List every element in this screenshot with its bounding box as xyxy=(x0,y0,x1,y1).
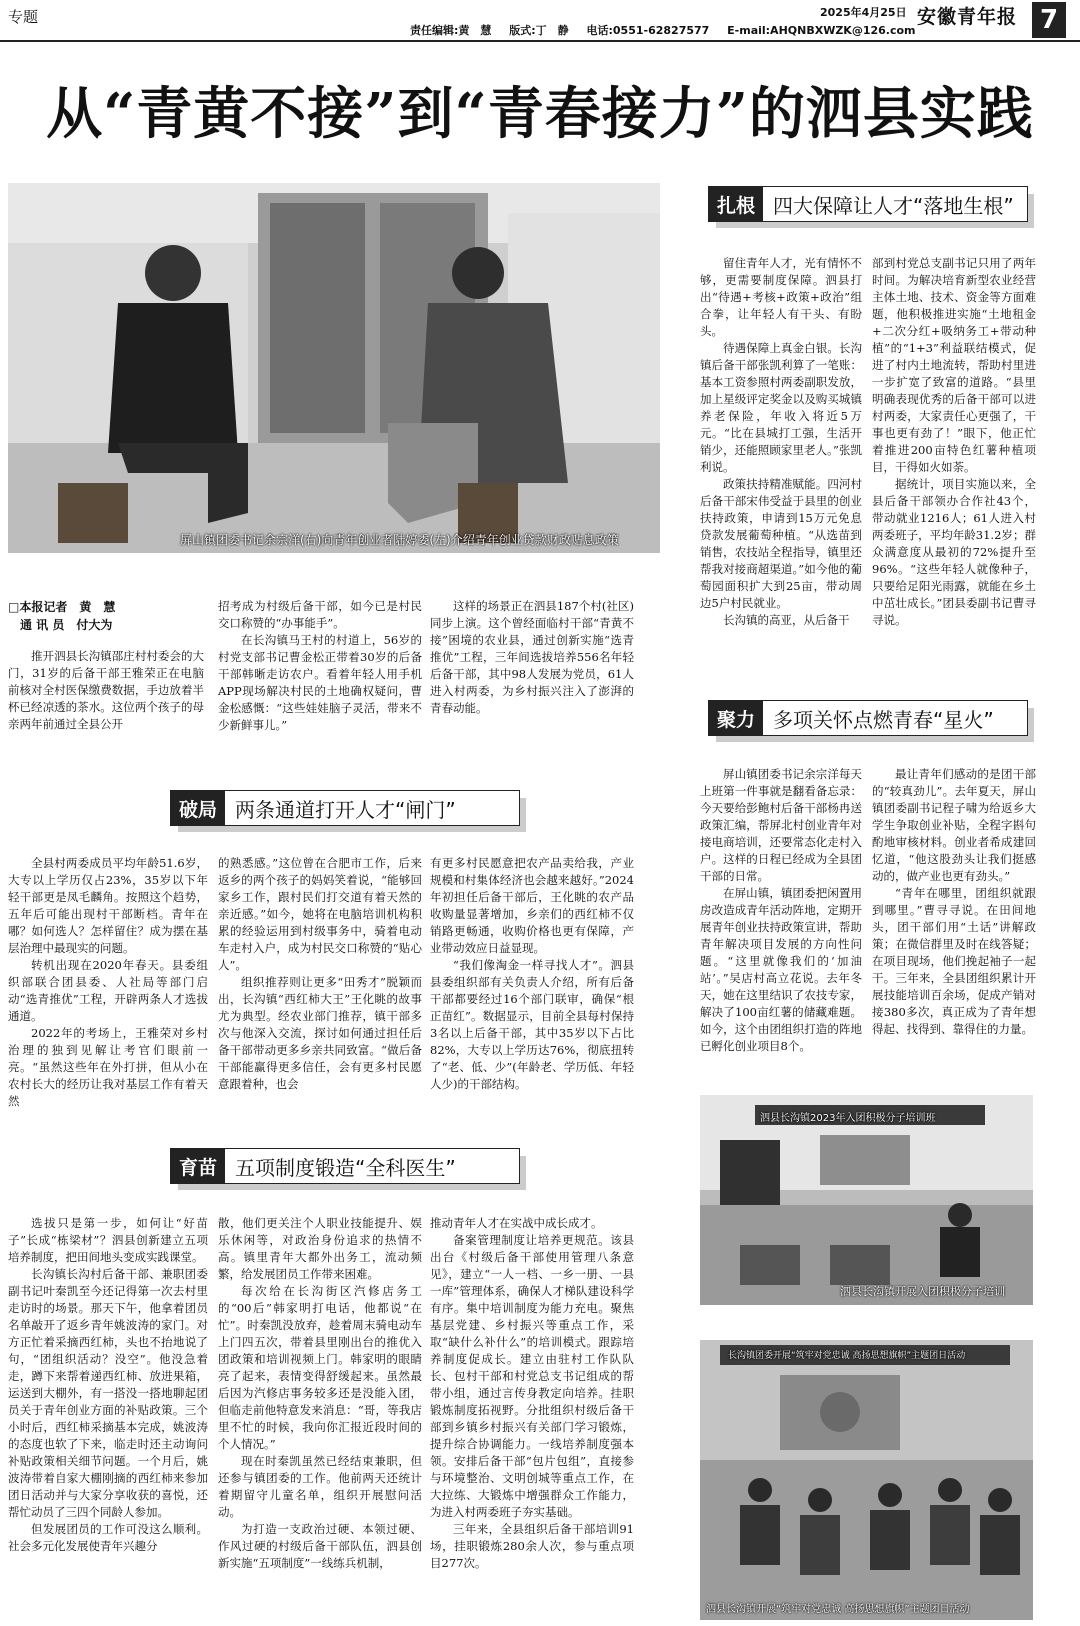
section-heading-juli xyxy=(708,700,1028,736)
main-photo-caption: 屏山镇团委书记余宗洋(右)向青年创业者陆婷委(左)介绍青年创业贷款财政贴息政策 xyxy=(180,533,619,547)
intro-col-2 xyxy=(218,598,422,738)
intro-col-3 xyxy=(430,598,634,738)
yumiao-col-1 xyxy=(8,1215,208,1620)
juli-para-2b: “青年在哪里，团组织就跟到哪里。”曹寻寻说。在田间地头，团干部们用“土话”讲解政策；在微信群里及时在线答疑；在项目现场，他们挽起袖子一起干。三年来，全县团组织累计开展技能培训百余场，促成产销对接380多次，真正成为了青年想得起、找得到、靠得住的力量。 xyxy=(872,886,1036,1036)
yumiao-col-3 xyxy=(430,1215,634,1620)
main-photo xyxy=(8,183,660,553)
training-photo-illustration xyxy=(700,1095,1033,1305)
layout-name: 版式:丁 静 xyxy=(509,24,569,37)
section-title-zhagen: 四大保障让人才“落地生根” xyxy=(773,193,1014,218)
section-heading-yumiao xyxy=(170,1148,520,1184)
zhagen-col-2 xyxy=(872,255,1036,635)
section-tag-zhagen: 扎根 xyxy=(709,187,763,221)
training-photo-caption: 泗县长沟镇开展入团积极分子培训 xyxy=(840,1285,1005,1298)
league-day-photo-illustration xyxy=(700,1340,1033,1620)
yumiao-para-1c: 但发展团员的工作可没这么顺利。社会多元化发展使青年兴趣分 xyxy=(8,1522,208,1553)
pojv-para-3b: “我们像淘金一样寻找人才”。泗县县委组织部有关负责人介绍，所有后备干部都要经过16个部门联审，确保“根正苗红”。数据显示，目前全县每村保持3名以上后备干部，其中35岁以下占比82%，大专以上学历达76%，彻底扭转了“老、低、少”(年龄老、学历低、年轻人少)的干部结构。 xyxy=(430,958,634,1091)
pojv-para-3a: 有更多村民愿意把农产品卖给我，产业规模和村集体经济也会越来越好。”2024年初担任后备干部后，王化眺的农产品收购量显著增加，乡亲们的西红柿不仅销路更畅通，收购价格也更有保障，产业带动效应日益显现。 xyxy=(430,856,634,955)
issue-date: 2025年4月25日 xyxy=(820,6,907,19)
juli-para-1a: 屏山镇团委书记余宗洋每天上班第一件事就是翻看备忘录：今天要给彭鲍村后备干部杨冉送政策汇编，帮屏北村创业青年对接电商培训，还要常态化走村入户。这样的日程已经成为全县团干部的日常。 xyxy=(700,767,862,883)
intro-para-1: 推开泗县长沟镇邵庄村村委会的大门，31岁的后备干部王雅荣正在电脑前核对全村医保缴费数据，手边放着半杯已经凉透的茶水。这位两个孩子的母亲两年前通过全县公开 xyxy=(8,649,204,731)
headline: 从“青黄不接”到“青春接力”的泗县实践 xyxy=(46,81,1034,147)
section-tag-pojv: 破局 xyxy=(171,791,225,825)
yumiao-para-2a: 散，他们更关注个人职业技能提升、娱乐休闲等，对政治身份追求的热情不高。镇里青年大都外出务工，流动频繁，给发展团员工作带来困难。 xyxy=(218,1216,422,1281)
zhagen-para-1b: 待遇保障上真金白银。长沟镇后备干部张凯利算了一笔账：基本工资参照村两委副职发放，加上星级评定奖金以及购买城镇养老保险，年收入将近5万元。“比在县城打工强，生活开销少，还能照顾家里老人。”张凯利说。 xyxy=(700,341,862,474)
pojv-para-1b: 转机出现在2020年春天。县委组织部联合团县委、人社局等部门启动“选青推优”工程，开辟两条人才选拔通道。 xyxy=(8,958,208,1023)
main-photo-illustration xyxy=(8,183,660,553)
paper-name: 安徽青年报 xyxy=(917,6,1018,28)
byline-reporter: □本报记者 黄 慧 xyxy=(8,600,116,614)
phone: 电话:0551-62827577 xyxy=(586,24,710,37)
byline-correspondent: 通 讯 员 付大为 xyxy=(8,618,113,632)
pojv-col-3 xyxy=(430,855,634,1125)
byline xyxy=(8,598,115,634)
yumiao-para-2b: 每次给在长沟街区汽修店务工的“00后”韩家明打电话，他都说“在忙”。时秦凯没放弃，趁着周末骑电动车上门四五次，带着县里刚出台的推优入团政策和培训视频上门。韩家明的眼睛亮了起来，表情变得舒缓起来。虽然最后因为汽修店事务较多还是没能入团，但临走前他特意发来消息：“哥，等我店里不忙的时候，我向你汇报近段时间的个人情况。” xyxy=(218,1284,422,1451)
training-photo-banner: 泗县长沟镇2023年入团积极分子培训班 xyxy=(760,1113,936,1124)
zhagen-col-1 xyxy=(700,255,862,635)
intro-col-1 xyxy=(8,648,204,738)
pojv-col-2 xyxy=(218,855,422,1125)
editor-info xyxy=(410,22,930,38)
league-day-photo-caption: 泗县长沟镇开展“筑牢对党忠诚 高扬思想旗帜”主题团日活动 xyxy=(706,1604,970,1615)
yumiao-col-2 xyxy=(218,1215,422,1620)
yumiao-para-1b: 长沟镇长沟村后备干部、兼职团委副书记叶秦凯至今还记得第一次去村里走访时的场景。那天下午，他拿着团员名单敲开了返乡青年姚波涛的家门。对方正忙着采摘西红柿，头也不抬地说了句，“团组织活动？没空”。他没急着走，蹲下来帮着递西红柿、放进果箱，运送到大棚外，有一搭没一搭地聊起团员关于青年创业方面的补贴政策。三个小时后，西红柿采摘基本完成，姚波涛的态度也软了下来，临走时还主动询问补贴政策相关细节问题。一个月后，姚波涛带着自家大棚刚摘的西红柿来参加团日活动并与大家分享收获的喜悦，还帮忙动员了三四个同龄人参加。 xyxy=(8,1267,208,1519)
section-title-pojv: 两条通道打开人才“闸门” xyxy=(235,797,456,822)
intro-para-2b: 在长沟镇马王村的村道上，56岁的村党支部书记曹金松正带着30岁的后备干部韩晰走访农户。看着年轻人用手机APP现场解决村民的土地确权疑问，曹金松感慨：“这些娃娃脑子灵活，带来不少新鲜事儿。” xyxy=(218,633,422,732)
yumiao-para-2d: 为打造一支政治过硬、本领过硬、作风过硬的村级后备干部队伍，泗县创新实施“五项制度”一线练兵机制， xyxy=(218,1522,422,1570)
league-day-photo-banner: 长沟镇团委开展“筑牢对党忠诚 高扬思想旗帜”主题团日活动 xyxy=(728,1351,966,1361)
intro-para-2a: 招考成为村级后备干部，如今已是村民交口称赞的“办事能手”。 xyxy=(218,599,422,630)
section-title-juli: 多项关怀点燃青春“星火” xyxy=(773,707,994,732)
page-number: 7 xyxy=(1032,2,1066,38)
yumiao-para-2c: 现在时秦凯虽然已经结束兼职，但还参与镇团委的工作。他前两天还统计着期留守儿童名单，组织开展慰问活动。 xyxy=(218,1454,422,1519)
training-photo xyxy=(700,1095,1033,1305)
yumiao-para-3b: 备案管理制度让培养更规范。该县出台《村级后备干部使用管理八条意见》，建立“一人一档、一乡一册、一县一库”管理体系，确保人才梯队建设科学有序。集中培训制度为能力充电。聚焦基层党建、乡村振兴等重点工作，采取“缺什么补什么”的培训模式。跟踪培养制度促成长。建立由驻村工作队队长、包村干部和村党总支书记组成的帮带小组，通过言传身教定向培养。挂职锻炼制度拓视野。分批组织村级后备干部到乡镇乡村振兴有关部门学习锻炼，提升综合协调能力。一线培养制度强本领。安排后备干部“包片包组”，直接参与环境整治、文明创城等重点工作，在大拉练、大锻炼中增强群众工作能力，为进入村两委班子夯实基础。 xyxy=(430,1233,634,1519)
editor-name: 责任编辑:黄 慧 xyxy=(410,24,492,37)
section-heading-zhagen xyxy=(708,186,1028,222)
zhagen-para-1d: 长沟镇的高亚，从后备干 xyxy=(723,613,850,627)
yumiao-para-3c: 三年来，全县组织后备干部培训91场，挂职锻炼280余人次，参与重点项目277次。 xyxy=(430,1522,634,1570)
zhagen-para-1a: 留住青年人才，光有情怀不够，更需要制度保障。泗县打出“待遇+考核+政策+政治”组合拳，让年轻人有干头、有盼头。 xyxy=(700,256,862,338)
section-title-yumiao: 五项制度锻造“全科医生” xyxy=(235,1155,456,1180)
email: E-mail:AHQNBXWZK@126.com xyxy=(727,24,916,37)
juli-para-1b: 在屏山镇，镇团委把闲置用房改造成青年活动阵地，定期开展青年创业扶持政策宣讲，帮助青年解决项目发展的方向性问题。“这里就像我们的‘加油站’。”吴店村高立花说。去年冬天，她在这里结识了农技专家，解决了100亩红薯的储藏难题。如今，这个由团组织打造的阵地已孵化创业项目8个。 xyxy=(700,886,862,1053)
intro-para-3: 这样的场景正在泗县187个村(社区)同步上演。这个曾经面临村干部“青黄不接”困境的农业县，通过创新实施“选青推优”工程，三年间选拔培养556名年轻后备干部，其中98人发展为党员，61人进入村两委，为乡村振兴注入了澎湃的青春动能。 xyxy=(430,599,634,715)
juli-col-1 xyxy=(700,766,862,1066)
header-rule xyxy=(0,40,1080,42)
zhagen-para-1c: 政策扶持精准赋能。四河村后备干部宋伟受益于县里的创业扶持政策，申请到15万元免息贷款发展葡萄种植。“从选苗到销售，农技站全程指导，镇里还帮我对接商超渠道。”如今他的葡萄园面积扩大到25亩，带动周边5户村民就业。 xyxy=(700,477,862,610)
pojv-para-2a: 的熟悉感。”这位曾在合肥市工作，后来返乡的两个孩子的妈妈笑着说，“能够回家乡工作，跟村民们打交道有着天然的亲近感。”如今，她将在电脑培训机构积累的经验运用到村级事务中，骑着电动车走村入户，成为村民交口称赞的“贴心人”。 xyxy=(218,856,422,972)
zhagen-para-2a: 部到村党总支副书记只用了两年时间。为解决培育新型农业经营主体土地、技术、资金等方面难题，他积极推进实施“土地租金+二次分红+吸纳务工+带动种植”的“1+3”利益联结模式，促进了村内土地流转，帮助村里进一步扩宽了致富的道路。“县里明确表现优秀的后备干部可以进村两委，大家责任心更强了，干事也更有劲了！”眼下，他正忙着推进200亩特色红薯种植项目，干得如火如荼。 xyxy=(872,256,1036,474)
yumiao-para-3a: 推动青年人才在实战中成长成才。 xyxy=(430,1216,603,1230)
juli-col-2 xyxy=(872,766,1036,1066)
yumiao-para-1a: 选拔只是第一步，如何让“好苗子”长成“栋梁材”？泗县创新建立五项培养制度，把田间地头变成实践课堂。 xyxy=(8,1216,208,1264)
pojv-para-2b: 组织推荐则让更多“田秀才”脱颖而出，长沟镇“西红柿大王”王化眺的故事尤为典型。经农业部门推荐，镇干部多次与他深入交流，探讨如何通过担任后备干部带动更多乡亲共同致富。“做后备干部能赢得更多信任，会有更多村民愿意跟着种，也会 xyxy=(218,975,422,1091)
section-tag-juli: 聚力 xyxy=(709,701,763,735)
pojv-para-1a: 全县村两委成员平均年龄51.6岁，大专以上学历仅占23%，35岁以下年轻干部更是凤毛麟角。按照这个趋势，五年后可能出现村干部断档。青年在哪？如何选人？怎样留住？成为摆在基层治理中最现实的问题。 xyxy=(8,856,208,955)
pojv-col-1 xyxy=(8,855,208,1125)
juli-para-2a: 最让青年们感动的是团干部的“较真劲儿”。去年夏天，屏山镇团委副书记程子啸为给返乡大学生争取创业补贴，全程字斟句酌地审核材料。创业者希成建回忆道，“他这股劲头让我们挺感动的，做产业也更有劲头。” xyxy=(872,767,1036,883)
section-heading-pojv xyxy=(170,790,520,826)
league-day-photo xyxy=(700,1340,1033,1620)
section-tag-yumiao: 育苗 xyxy=(171,1149,225,1183)
zhagen-para-2b: 据统计，项目实施以来，全县后备干部领办合作社43个，带动就业1216人；61人进入村两委班子，平均年龄31.2岁；群众满意度从最初的72%提升至96%。“这些年轻人就像种子，只要给足阳光雨露，就能在乡土中茁壮成长。”团县委副书记曹寻寻说。 xyxy=(872,477,1036,627)
section-label: 专题 xyxy=(8,8,39,26)
pojv-para-1c: 2022年的考场上，王雅荣对乡村治理的独到见解让考官们眼前一亮。“虽然这些年在外打拼，但从小在农村长大的经历让我对基层工作有着天然 xyxy=(8,1026,208,1108)
